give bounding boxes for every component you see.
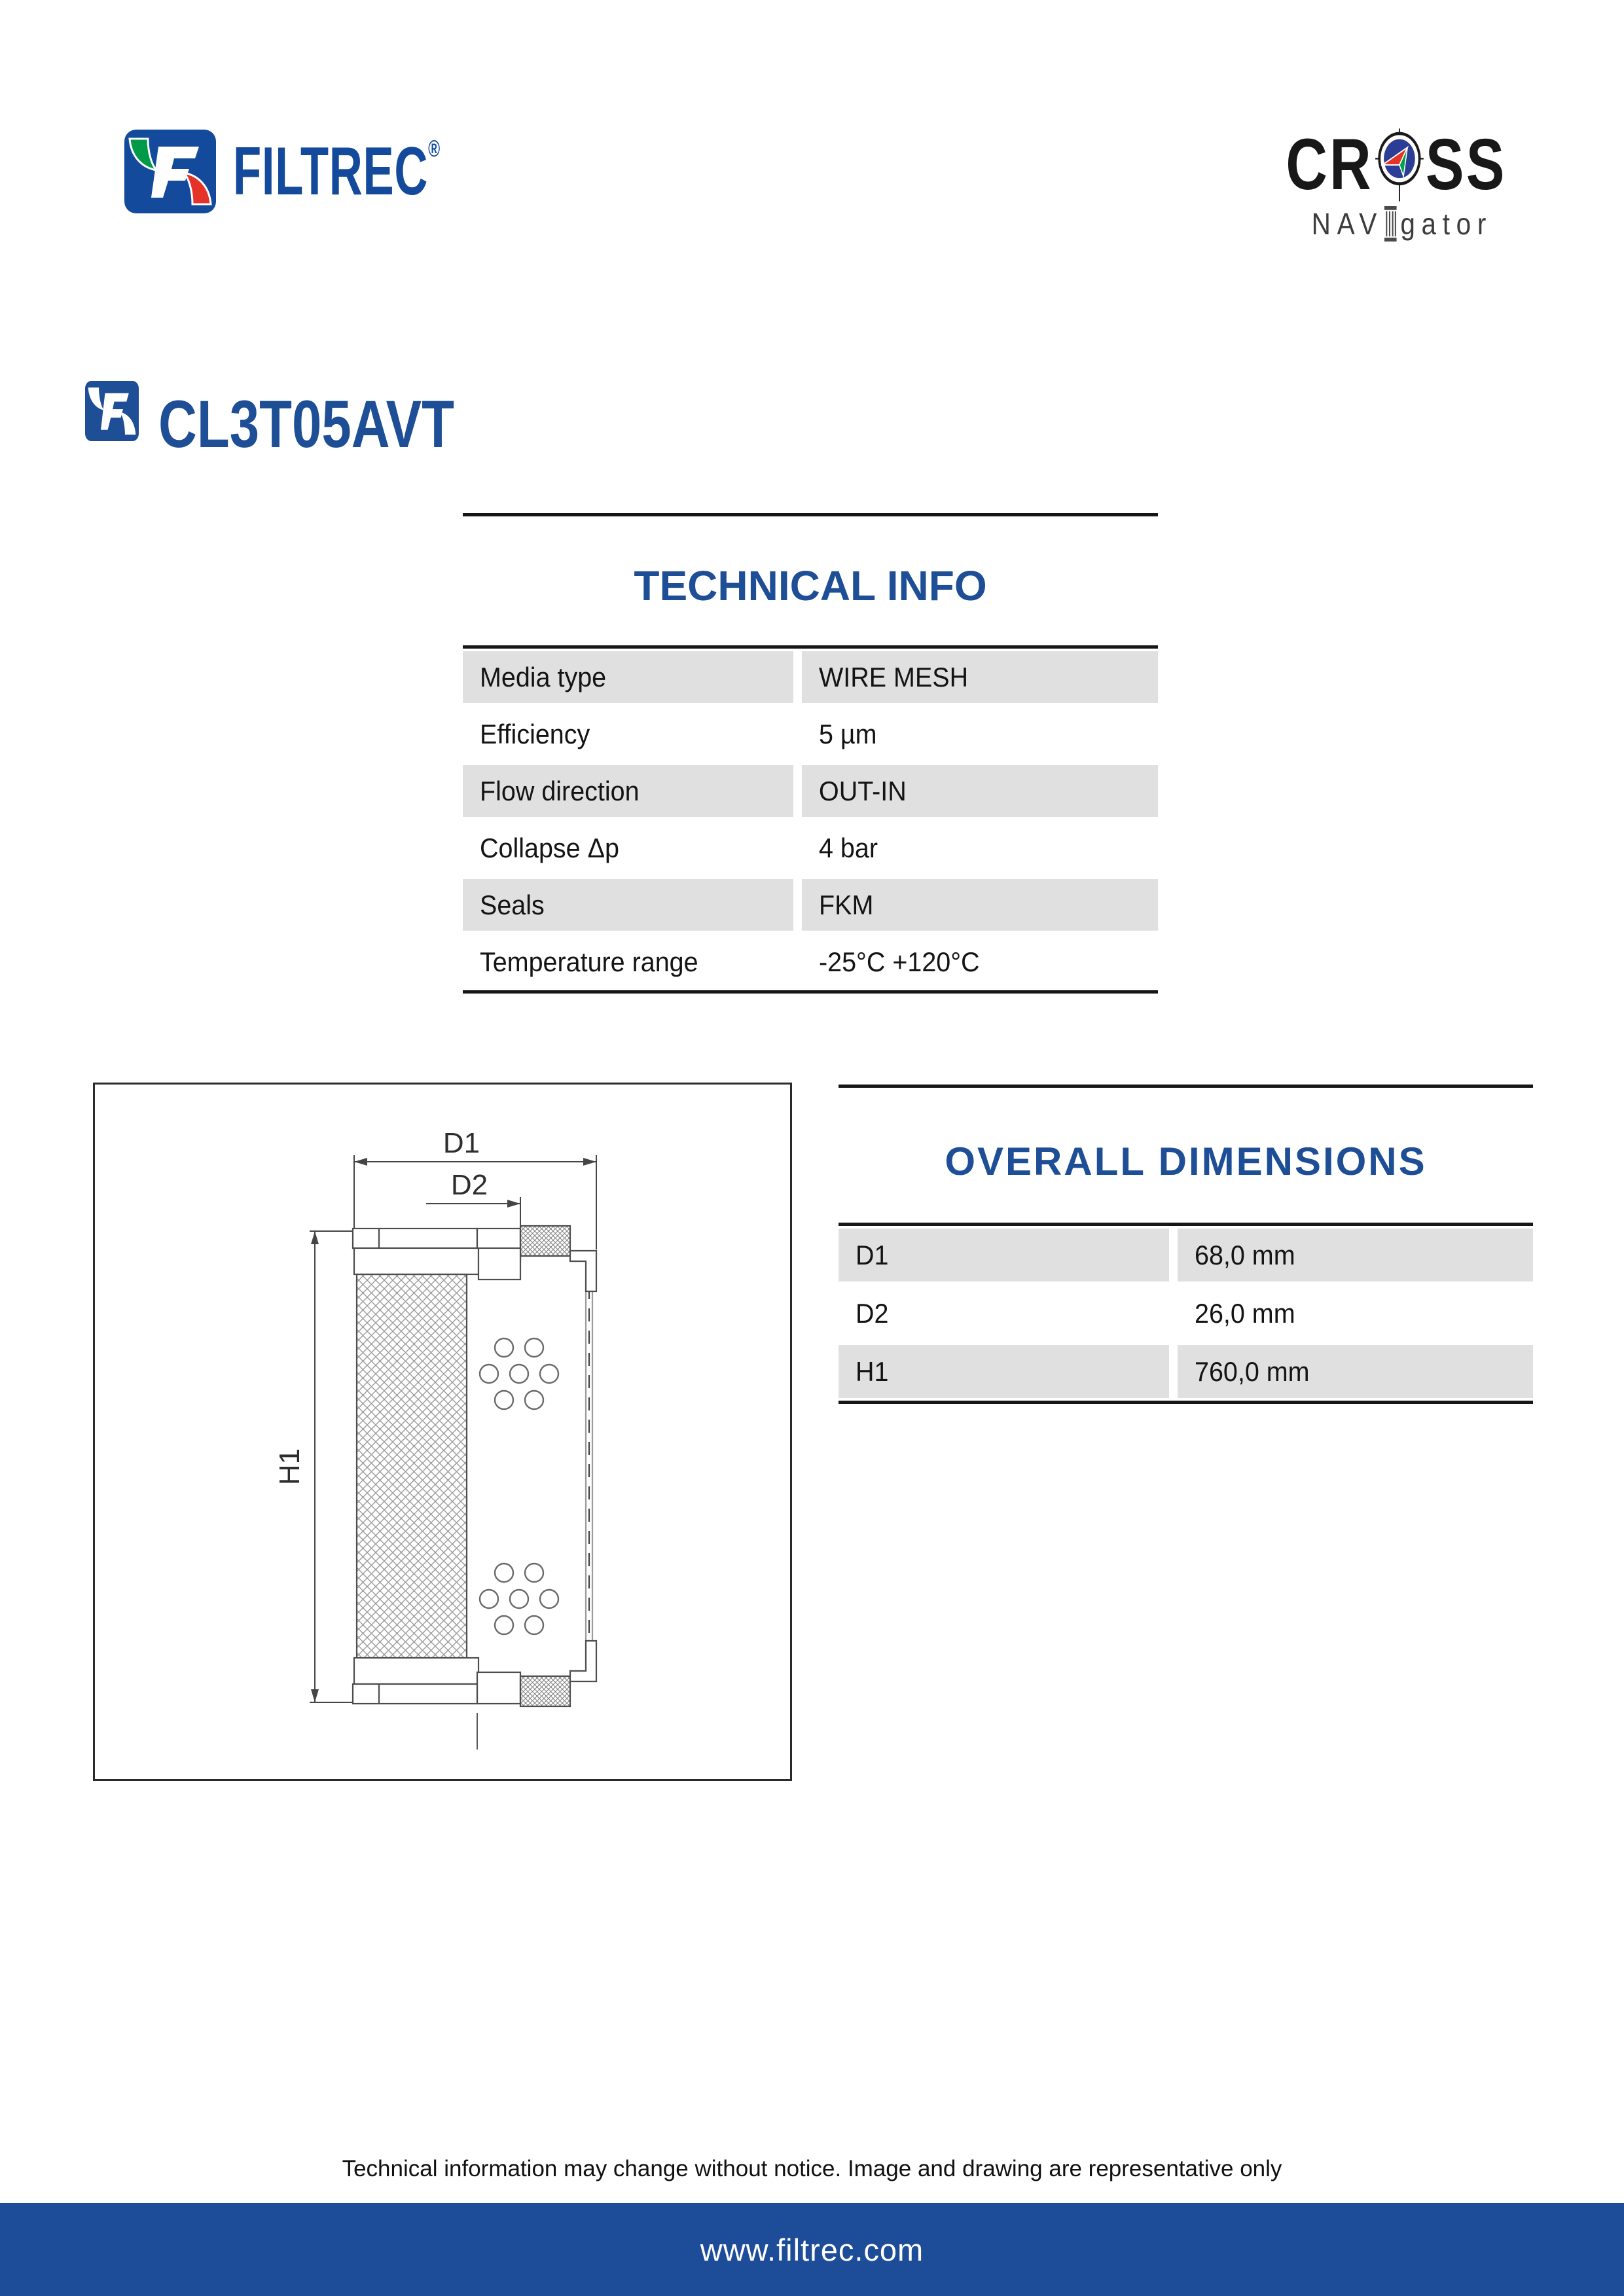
table-row bbox=[839, 1284, 1533, 1342]
table-row bbox=[463, 649, 1158, 706]
filtrec-logo-mark-icon bbox=[124, 130, 216, 213]
row-label: D2 bbox=[856, 1297, 889, 1329]
technical-info-title-wrap bbox=[463, 562, 1158, 610]
row-value: OUT-IN bbox=[819, 775, 907, 806]
overall-dimensions-rule bbox=[839, 1085, 1533, 1088]
technical-drawing bbox=[95, 1085, 790, 1779]
filtrec-wordmark: FILTREC® bbox=[233, 133, 441, 209]
row-label: Efficiency bbox=[480, 718, 590, 749]
disclaimer-text: Technical information may change without notice. Image and drawing are representative only bbox=[342, 2156, 1282, 2181]
filtrec-logo bbox=[124, 130, 537, 213]
navigator-text-left: NAV bbox=[1311, 207, 1383, 241]
row-label: H1 bbox=[856, 1355, 889, 1387]
row-value: 760,0 mm bbox=[1195, 1355, 1310, 1387]
technical-info-table bbox=[463, 645, 1158, 994]
table-row bbox=[463, 819, 1158, 876]
cross-logo-line1 bbox=[1286, 123, 1506, 206]
navigator-text-right: gator bbox=[1400, 207, 1492, 241]
cross-logo-line2 bbox=[1312, 206, 1492, 242]
drawing-label-h1: H1 bbox=[274, 1448, 306, 1486]
technical-drawing-panel bbox=[93, 1083, 792, 1781]
column-icon bbox=[1383, 206, 1398, 242]
row-value: 26,0 mm bbox=[1195, 1297, 1295, 1329]
row-value: 4 bar bbox=[819, 832, 878, 863]
row-value: 68,0 mm bbox=[1195, 1239, 1295, 1270]
row-label: Media type bbox=[480, 661, 607, 692]
row-label: Seals bbox=[480, 889, 545, 920]
row-label: Temperature range bbox=[480, 946, 698, 977]
row-label: Collapse Δp bbox=[480, 832, 619, 863]
table-row bbox=[463, 762, 1158, 819]
row-label: D1 bbox=[856, 1239, 889, 1270]
row-value: -25°C +120°C bbox=[819, 946, 980, 977]
drawing-label-d2: D2 bbox=[450, 1169, 488, 1201]
table-row bbox=[463, 876, 1158, 933]
row-label: Flow direction bbox=[480, 775, 640, 806]
row-value: 5 µm bbox=[819, 718, 877, 749]
compass-icon bbox=[1374, 127, 1424, 203]
overall-dimensions-table bbox=[839, 1223, 1533, 1404]
row-value: WIRE MESH bbox=[819, 661, 969, 692]
cross-navigator-logo bbox=[1231, 123, 1507, 242]
cross-logo-text-left: CR bbox=[1286, 124, 1373, 205]
technical-info-rule bbox=[463, 513, 1158, 516]
table-row bbox=[839, 1226, 1533, 1284]
page-title: CL3T05AVT bbox=[158, 387, 454, 461]
product-header bbox=[85, 377, 528, 463]
footer-bar bbox=[0, 2203, 1624, 2296]
table-row bbox=[463, 706, 1158, 762]
row-value: FKM bbox=[819, 889, 874, 920]
overall-dimensions-title-wrap bbox=[839, 1139, 1533, 1184]
product-mark-icon bbox=[85, 381, 139, 441]
website-link[interactable]: www.filtrec.com bbox=[700, 2232, 924, 2267]
cross-logo-text-right: SS bbox=[1425, 124, 1507, 205]
overall-dimensions-title: OVERALL DIMENSIONS bbox=[945, 1139, 1427, 1183]
table-row bbox=[463, 933, 1158, 990]
registered-trademark-symbol: ® bbox=[428, 134, 441, 162]
technical-info-title: TECHNICAL INFO bbox=[634, 562, 987, 609]
drawing-label-d1: D1 bbox=[442, 1127, 480, 1159]
table-row bbox=[839, 1342, 1533, 1401]
